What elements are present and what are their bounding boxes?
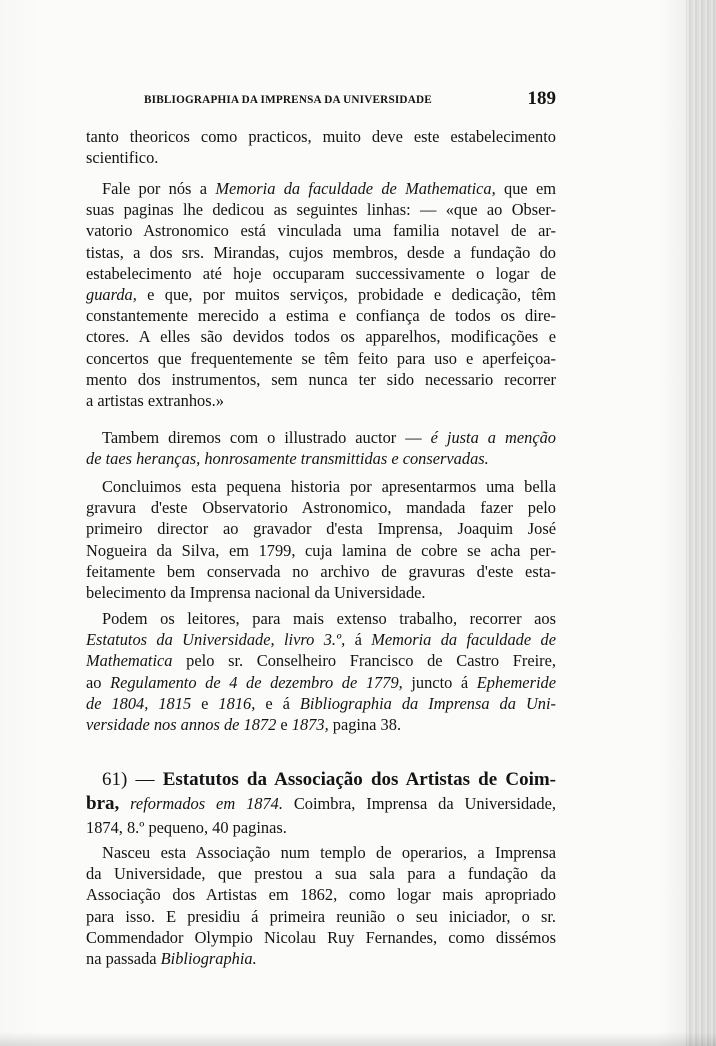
text-line: ctores. A elles são devidos todos os apparelhos, modificações e	[86, 327, 556, 347]
italic-title: Bibliographia da Imprensa da Uni-	[299, 693, 556, 713]
text-line: scientifico.	[86, 148, 159, 168]
paragraph-2	[86, 178, 556, 411]
text-run: á	[345, 630, 372, 650]
text-line: Associação dos Artistas em 1862, como logar mais apropriado	[86, 885, 556, 905]
text-line: vatorio Astronomico está vinculada uma familia notavel de ar-	[86, 221, 556, 241]
italic-word: guarda,	[86, 284, 137, 304]
text-line	[86, 448, 556, 469]
text-line	[86, 650, 556, 671]
text-run: juncto á	[402, 672, 477, 692]
italic-title: Mathematica	[86, 651, 173, 671]
text-line: tanto theoricos como practicos, muito deve este estabelecimento	[86, 127, 556, 146]
italic-title: Bibliographia.	[160, 948, 257, 968]
text-line: Concluimos esta pequena historia por apresentarmos uma bella	[102, 477, 556, 496]
text-line	[86, 714, 556, 735]
text-line: para isso. E presidiu á primeira reunião o seu iniciador, o sr.	[86, 906, 556, 926]
entry-heading-line	[86, 768, 556, 792]
text-run: e á	[255, 693, 300, 713]
paragraph-4	[86, 476, 556, 603]
text-run: que em	[495, 179, 556, 198]
text-line: 1874, 8.º pequeno, 40 paginas.	[86, 818, 287, 837]
text-line	[86, 693, 556, 714]
text-line	[86, 792, 556, 816]
text-line: Podem os leitores, para mais extenso trabalho, recorrer aos	[102, 609, 556, 628]
text-line: primeiro director ao gravador d'esta Imprensa, Joaquim José	[86, 519, 556, 539]
text-run: e que, por muitos serviços, probidade e dedicação, têm	[136, 284, 556, 304]
text-run: Coimbra, Imprensa da Universidade,	[282, 794, 556, 813]
italic-title: versidade nos annos de 1872	[86, 714, 277, 734]
italic-title: 1816,	[218, 693, 256, 713]
italic-title: Regulamento de 4 de dezembro de 1779,	[110, 672, 403, 692]
italic-title: de 1804, 1815	[86, 693, 192, 713]
italic-title: Memoria da faculdade de Mathematica,	[215, 179, 496, 198]
italic-title: Estatutos da Universidade, livro 3.º,	[86, 630, 346, 650]
italic-subtitle: reformados em 1874.	[119, 794, 283, 813]
text-line: feitamente bem conservada no archivo de gravuras d'este esta-	[86, 561, 556, 581]
text-line: suas paginas lhe dedicou as seguintes linhas: — «que ao Obser-	[86, 200, 556, 220]
text-run: e	[191, 693, 219, 713]
entry-title: Estatutos da Associação dos Artistas de Coim-	[162, 769, 557, 790]
paragraph-6	[86, 842, 556, 969]
italic-quote: de taes heranças, honrosamente transmittidas e conservadas.	[86, 449, 489, 469]
page-bottom-shadow	[0, 1032, 716, 1046]
text-line: estabelecimento até hoje occuparam successivamente o logar de	[86, 263, 556, 283]
text-line	[86, 629, 556, 650]
page-header	[144, 88, 556, 110]
text-line: Commendador Olympio Nicolau Ruy Fernandes, como dissémos	[86, 927, 556, 947]
text-line: belecimento da Imprensa nacional da Universidade.	[86, 582, 426, 602]
text-run: ao	[86, 672, 111, 692]
italic-title: Memoria da faculdade de	[371, 630, 556, 650]
text-run: na passada	[86, 948, 161, 968]
running-title: BIBLIOGRAPHIA DA IMPRENSA DA UNIVERSIDADE	[144, 94, 432, 106]
text-line	[86, 427, 556, 448]
text-line	[86, 284, 556, 305]
text-line: mento dos instrumentos, sem nunca ter sido necessario recorrer	[86, 369, 556, 389]
text-line	[86, 948, 556, 969]
page-edge-shadow	[686, 0, 716, 1046]
italic-title: 1873,	[291, 714, 329, 734]
text-line: a artistas extranhos.»	[86, 390, 224, 410]
paragraph-1	[86, 126, 556, 168]
italic-quote: é justa a menção	[430, 428, 556, 447]
text-run: Fale por nós a	[102, 179, 216, 198]
text-line	[86, 672, 556, 693]
text-line: da Universidade, que prestou a sua sala para a fundação da	[86, 864, 556, 884]
entry-number: 61) —	[102, 769, 163, 790]
text-line: tistas, a dos srs. Mirandas, cujos membros, desde a fundação do	[86, 242, 556, 262]
text-line: gravura d'este Observatorio Astronomico, mandada fazer pelo	[86, 498, 556, 518]
entry-61	[86, 768, 556, 840]
text-run: pagina 38.	[328, 714, 402, 734]
text-line: constantemente merecido a estima e confiança de todos os dire-	[86, 306, 556, 326]
italic-title: Ephemeride	[476, 672, 556, 692]
text-line: Nasceu esta Associação num templo de operarios, a Imprensa	[102, 843, 556, 862]
text-run: Tambem diremos com o illustrado auctor —	[102, 428, 431, 447]
paragraph-3	[86, 427, 556, 469]
text-line	[86, 178, 556, 199]
paragraph-5	[86, 608, 556, 735]
text-run: pelo sr. Conselheiro Francisco de Castro Freire,	[172, 651, 556, 671]
text-line: concertos que frequentemente se têm feito para uso e aperfeiçoa-	[86, 348, 556, 368]
page-number: 189	[527, 88, 556, 109]
text-run: e	[276, 714, 292, 734]
text-line: Nogueira da Silva, em 1799, cuja lamina de cobre se acha per-	[86, 540, 556, 560]
entry-title-end: bra,	[86, 793, 120, 814]
